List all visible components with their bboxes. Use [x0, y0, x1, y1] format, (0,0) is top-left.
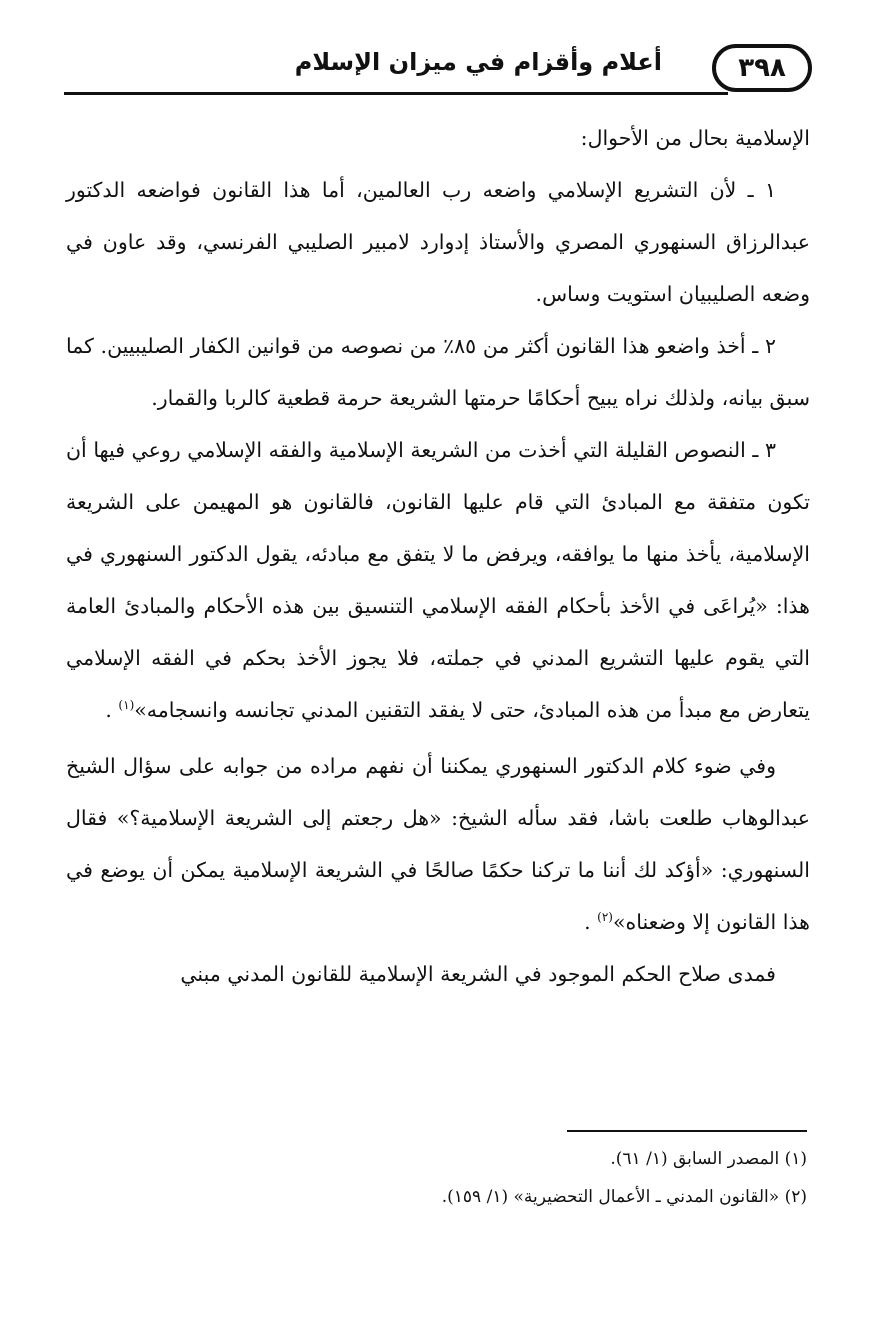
- paragraph-4: [66, 740, 810, 948]
- paragraph-2: ٢ ـ أخذ واضعو هذا القانون أكثر من ٨٥٪ من نصوصه من قوانين الكفار الصليبيين. كما سبق بيانه، ولذلك نراه يبيح أحكامًا حرمتها الشريعة حرمة قطعية كالربا والقمار.: [66, 334, 810, 410]
- paragraph-3: [66, 424, 810, 736]
- page-header: [64, 40, 812, 100]
- footnote-ref-2[interactable]: (٢): [597, 910, 613, 925]
- page-number: [712, 44, 812, 92]
- paragraph-0: الإسلامية بحال من الأحوال:: [580, 126, 810, 150]
- page-number-text: ٣٩٨: [738, 53, 786, 83]
- paragraph-5: فمدى صلاح الحكم الموجود في الشريعة الإسلامية للقانون المدني مبني: [180, 962, 776, 986]
- paragraph-3-text: ٣ ـ النصوص القليلة التي أخذت من الشريعة الإسلامية والفقه الإسلامي روعي فيها أن تكون متفقة مع المبادئ التي قام عليها القانون، فالقانون هو المهيمن على الشريعة الإسلامية، يأخذ منها ما يوافقه، ويرفض ما لا يتفق مع مبادئه، يقول الدكتور السنهوري في هذا: «يُراعَى في الأخذ بأحكام الفقه الإسلامي التنسيق بين هذه الأحكام والمبادئ العامة التي يقوم عليها التشريع المدني في جملته، فلا يجوز الأخذ بحكم في الفقه الإسلامي يتعارض مع مبدأ من هذه المبادئ، حتى لا يفقد التقنين المدني تجانسه وانسجامه»: [66, 438, 810, 722]
- footnote-1: (١) المصدر السابق (١/ ٦١).: [610, 1149, 807, 1169]
- paragraph-1: ١ ـ لأن التشريع الإسلامي واضعه رب العالمين، أما هذا القانون فواضعه الدكتور عبدالرزاق السنهوري المصري والأستاذ إدوارد لامبير الصليبي الفرنسي، وقد عاون في وضعه الصليبيان استويت وساس.: [66, 178, 810, 306]
- paragraph-4-end: .: [584, 910, 598, 934]
- footnote-divider: [567, 1130, 807, 1132]
- header-divider: [64, 92, 728, 95]
- main-text: [66, 112, 810, 1000]
- paragraph-4-text: وفي ضوء كلام الدكتور السنهوري يمكننا أن نفهم مراده من جوابه على سؤال الشيخ عبدالوهاب طلعت باشا، فقد سأله الشيخ: «هل رجعتم إلى الشريعة الإسلامية؟» فقال السنهوري: «أؤكد لك أننا ما تركنا حكمًا صالحًا في الشريعة الإسلامية يمكن أن يوضع في هذا القانون إلا وضعناه»: [66, 754, 810, 934]
- footnotes: [63, 1140, 807, 1216]
- paragraph-3-end: .: [105, 698, 119, 722]
- running-title: أعلام وأقزام في ميزان الإسلام: [294, 48, 662, 76]
- footnote-2: (٢) «القانون المدني ـ الأعمال التحضيرية» (١/ ١٥٩).: [441, 1187, 807, 1207]
- footnote-ref-1[interactable]: (١): [118, 698, 135, 713]
